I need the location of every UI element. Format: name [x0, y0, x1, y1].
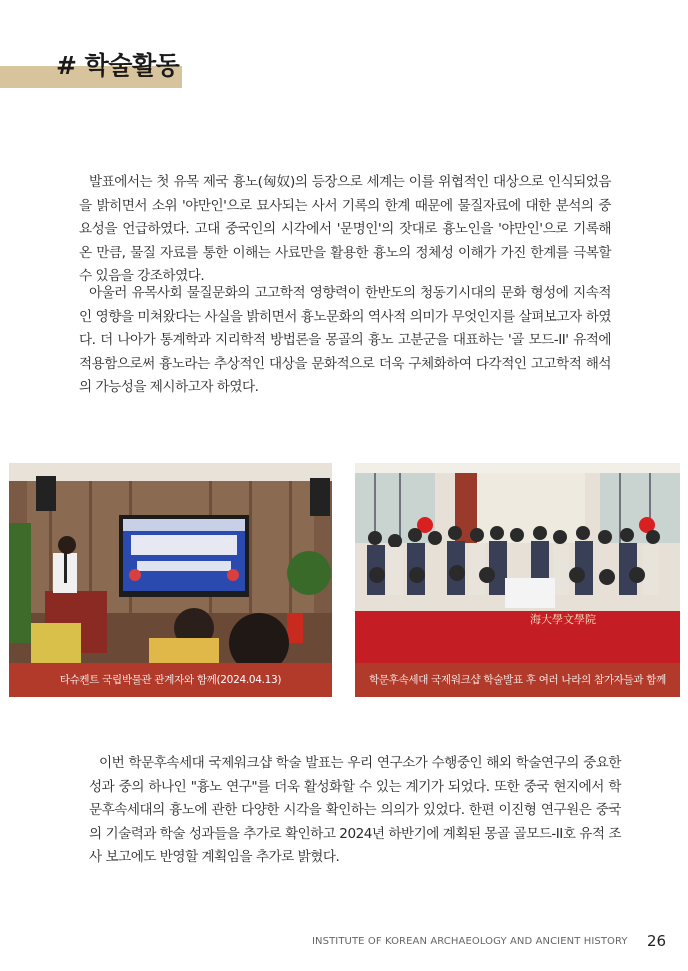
photo-caption-right: 학문후속세대 국제워크샵 학술발표 후 여러 나라의 참가자들과 함께	[355, 663, 680, 697]
photo-group	[355, 463, 680, 663]
paragraph-3-text: 이번 학문후속세대 국제워크샵 학술 발표는 우리 연구소가 수행중인 해외 학술연구의 중요한 성과 중의 하나인 "흉노 연구"를 더욱 활성화할 수 있는 계기가 되었다. 또한 중국 현지에서 학문후속세대의 흉노에 관한 다양한 시각을 확인하는 의의가 있었다. 한편 이진형 연구원은 중국의 기술력과 학술 성과들을 추가로 확인하고 2024년 하반기에 계획된 몽골 골모드-II호 유적 조사 보고에도 반영할 계획임을 추가로 밝혔다.	[89, 755, 621, 865]
body-paragraph-1	[79, 171, 611, 289]
paragraph-2-text: 아울러 유목사회 물질문화의 고고학적 영향력이 한반도의 청동기시대의 문화 형성에 지속적인 영향을 미쳐왔다는 사실을 밝히면서 흉노문화의 역사적 의미가 무엇인지를 살펴보고자 하였다. 더 나아가 통계학과 지리학적 방법론을 몽골의 흉노 고분군을 대표하는 '골 모드-II' 유적에 적용함으로써 흉노라는 추상적인 대상을 문화적으로 더욱 구체화하여 다각적인 고고학적 해석의 가능성을 제시하고자 하였다.	[79, 285, 611, 395]
body-paragraph-2	[79, 282, 611, 400]
paragraph-1-text: 발표에서는 첫 유목 제국 흉노(匈奴)의 등장으로 세계는 이를 위협적인 대상으로 인식되었음을 밝히면서 소위 '야만인'으로 묘사되는 사서 기록의 한계 때문에 물질자료에 대한 분석의 중요성을 언급하였다. 고대 중국인의 시각에서 '문명인'의 잣대로 흉노인을 '야만인'으로 기록해 온 만큼, 물질 자료를 통한 이해는 사료만을 활용한 흉노의 정체성 이해가 가진 한계를 극복할 수 있음을 강조하였다.	[79, 174, 611, 284]
group-photo-image	[355, 463, 680, 663]
section-title: # 학술활동	[56, 51, 180, 80]
banner-text: 海大學文學院	[530, 613, 596, 626]
body-paragraph-3	[89, 752, 621, 870]
presentation-scene-image	[9, 463, 332, 663]
page-number: 26	[647, 932, 667, 950]
photo-presentation	[9, 463, 332, 663]
footer-institute-name: INSTITUTE OF KOREAN ARCHAEOLOGY AND ANCIENT HISTORY	[312, 936, 628, 947]
photo-caption-left: 타슈켄트 국립박물관 관계자와 함께(2024.04.13)	[9, 663, 332, 697]
